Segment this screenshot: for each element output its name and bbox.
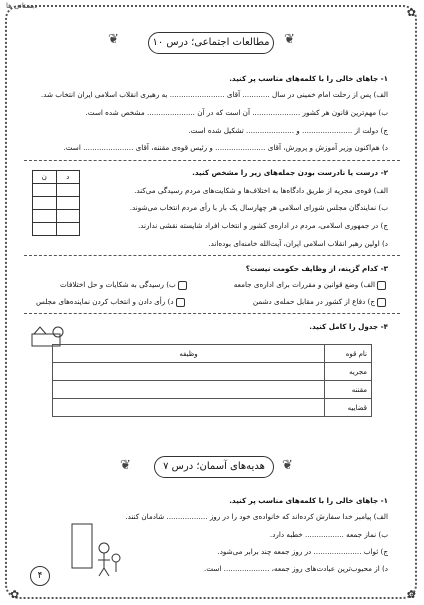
option-checkbox[interactable]	[178, 281, 187, 290]
question-heading: ۱- جاهای خالی را با کلمه‌های مناسب پر کنید.	[229, 74, 388, 83]
option-c: ج) دفاع از کشور در مقابل حمله‌ی دشمن	[253, 297, 388, 307]
question-item: د) هم‌اکنون وزیر آموزش و پرورش، آقای ...................... و رئیس قوه‌ی مقننه، آقای ...................... است.	[63, 143, 388, 152]
question-item: ب) نماز جمعه ................. خطبه دارد.	[269, 530, 388, 539]
checkbox[interactable]	[33, 210, 57, 223]
true-false-grid	[32, 170, 80, 236]
checkbox[interactable]	[56, 197, 79, 210]
option-checkbox[interactable]	[377, 298, 386, 307]
true-column-label: د	[56, 171, 79, 184]
question-item: ب) مهم‌ترین قانون هر کشور ..................... آن است که در آن ..................... مشخص شده است.	[85, 108, 388, 117]
checkbox[interactable]	[33, 197, 57, 210]
question-item: الف) قوه‌ی مجریه از طریق دادگاه‌ها به اختلاف‌ها و شکایت‌های مردم رسیدگی می‌کند.	[134, 186, 388, 195]
question-item: ج) ثواب ..................... در روز جمعه چند برابر می‌شود.	[217, 547, 388, 556]
table-header: وظیفه	[53, 345, 325, 363]
answer-cell[interactable]	[53, 399, 325, 417]
option-a: الف) وضع قوانین و مقررات برای اداره‌ی جامعه	[234, 280, 388, 290]
divider	[24, 160, 400, 161]
table-row-label: مقننه	[325, 381, 372, 399]
butterfly-icon: ❦	[284, 32, 295, 47]
question-item: ج) در جمهوری اسلامی، مردم در اداره‌ی کشور و انتخاب افراد شایسته نقشی ندارند.	[137, 221, 388, 230]
divider	[24, 313, 400, 314]
corner-ornament: ✿	[406, 6, 416, 19]
table-header: نام قوه	[325, 345, 372, 363]
checkbox[interactable]	[56, 210, 79, 223]
site-logo: دبستانی ها	[6, 2, 38, 10]
checkbox[interactable]	[33, 223, 57, 236]
question-item: ب) نمایندگان مجلس شورای اسلامی هر چهارسال یک بار با رأی مردم انتخاب می‌شوند.	[129, 203, 388, 212]
question-heading: ۴- جدول را کامل کنید.	[309, 322, 388, 331]
illustration	[66, 522, 124, 578]
butterfly-icon: ❦	[282, 458, 293, 473]
false-column-label: ن	[33, 171, 57, 184]
lesson-title: مطالعات اجتماعی؛ درس ۱۰	[148, 32, 274, 54]
butterfly-icon: ❦	[108, 32, 119, 47]
corner-ornament: ✿	[10, 588, 20, 601]
option-checkbox[interactable]	[377, 281, 386, 290]
question-item: الف) پس از رحلت امام خمینی در سال ............ آقای ........................ به رهبری انقلاب اسلامی ایران انتخاب شد.	[40, 90, 388, 99]
answer-cell[interactable]	[53, 381, 325, 399]
answer-cell[interactable]	[53, 363, 325, 381]
question-heading: ۲- درست یا نادرست بودن جمله‌های زیر را مشخص کنید.	[192, 168, 388, 177]
table-row-label: مجریه	[325, 363, 372, 381]
corner-ornament: ✿	[406, 588, 416, 601]
option-checkbox[interactable]	[176, 298, 185, 307]
question-item: ج) دولت از ...................... و ..................... تشکیل شده است.	[188, 126, 388, 135]
question-item: الف) پیامبر خدا سفارش کرده‌اند که خانواده‌ی خود را در روز .................. شادمان کنند.	[125, 512, 388, 521]
question-item: د) از محبوب‌ترین عبادت‌های روز جمعه، .................... است.	[204, 564, 388, 573]
branches-table	[52, 344, 372, 417]
table-row-label: قضاییه	[325, 399, 372, 417]
question-heading: ۳- کدام گزینه، از وظایف حکومت نیست؟	[245, 264, 388, 273]
option-b: ب) رسیدگی به شکایات و حل اختلافات	[60, 280, 189, 290]
checkbox[interactable]	[56, 223, 79, 236]
checkbox[interactable]	[56, 184, 79, 197]
question-item: د) اولین رهبر انقلاب اسلامی ایران، آیت‌الله خامنه‌ای بوده‌اند.	[208, 239, 388, 248]
question-heading: ۱- جاهای خالی را با کلمه‌های مناسب پر کنید.	[229, 496, 388, 505]
page-number: ۴	[30, 566, 50, 586]
lesson-title: هدیه‌های آسمان؛ درس ۷	[154, 456, 274, 478]
butterfly-icon: ❦	[120, 458, 131, 473]
divider	[24, 255, 400, 256]
option-d: د) رأی دادن و انتخاب کردن نماینده‌های مجلس	[36, 297, 187, 307]
checkbox[interactable]	[33, 184, 57, 197]
